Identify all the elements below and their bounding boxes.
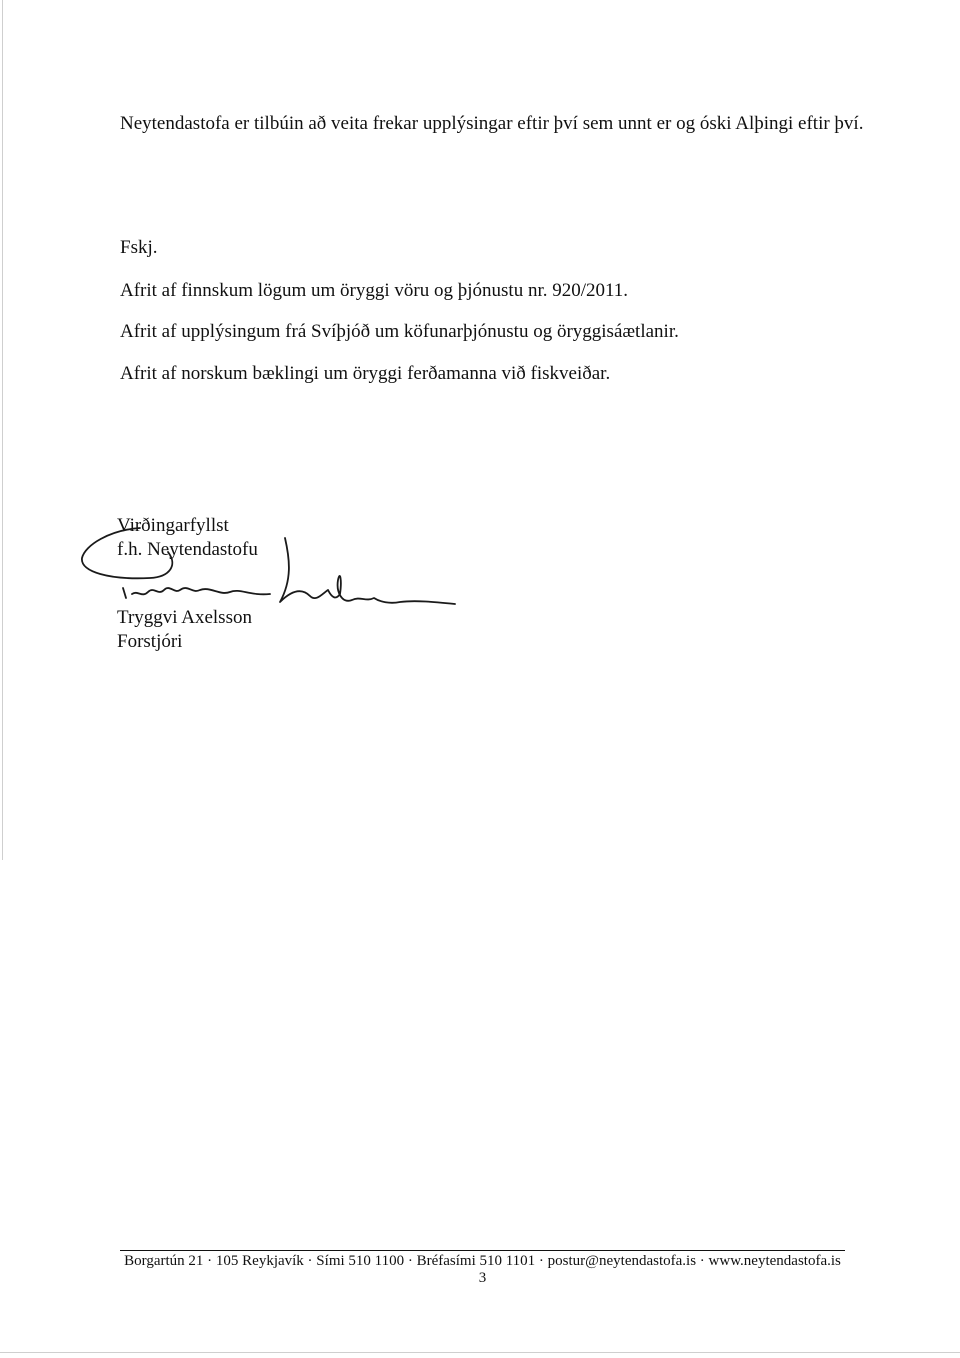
- page-number: 3: [478, 1270, 487, 1286]
- attachment-item: Afrit af upplýsingum frá Svíþjóð um köfunarþjónustu og öryggisáætlanir.: [120, 321, 679, 342]
- signer-name: Tryggvi Axelsson: [117, 607, 252, 628]
- closing-salutation: Virðingarfyllst: [117, 515, 229, 536]
- intro-paragraph: Neytendastofa er tilbúin að veita frekar upplýsingar eftir því sem unnt er og óski Alþingi eftir því.: [120, 113, 864, 134]
- signer-title: Forstjóri: [117, 631, 183, 652]
- attachment-item: Afrit af finnskum lögum um öryggi vöru og þjónustu nr. 920/2011.: [120, 280, 629, 301]
- scan-edge-line: [2, 0, 3, 860]
- attachment-item: Afrit af norskum bæklingi um öryggi ferðamanna við fiskveiðar.: [120, 363, 611, 384]
- footer-contact-line: Borgartún 21 · 105 Reykjavík · Sími 510 1100 · Bréfasími 510 1101 · postur@neytendastofa.is · www.neytendastofa.is: [124, 1253, 841, 1269]
- attachments-heading: Fskj.: [120, 237, 158, 258]
- on-behalf-line: f.h. Neytendastofu: [117, 539, 258, 560]
- footer-divider: [120, 1250, 845, 1251]
- scan-edge-line: [0, 1352, 960, 1353]
